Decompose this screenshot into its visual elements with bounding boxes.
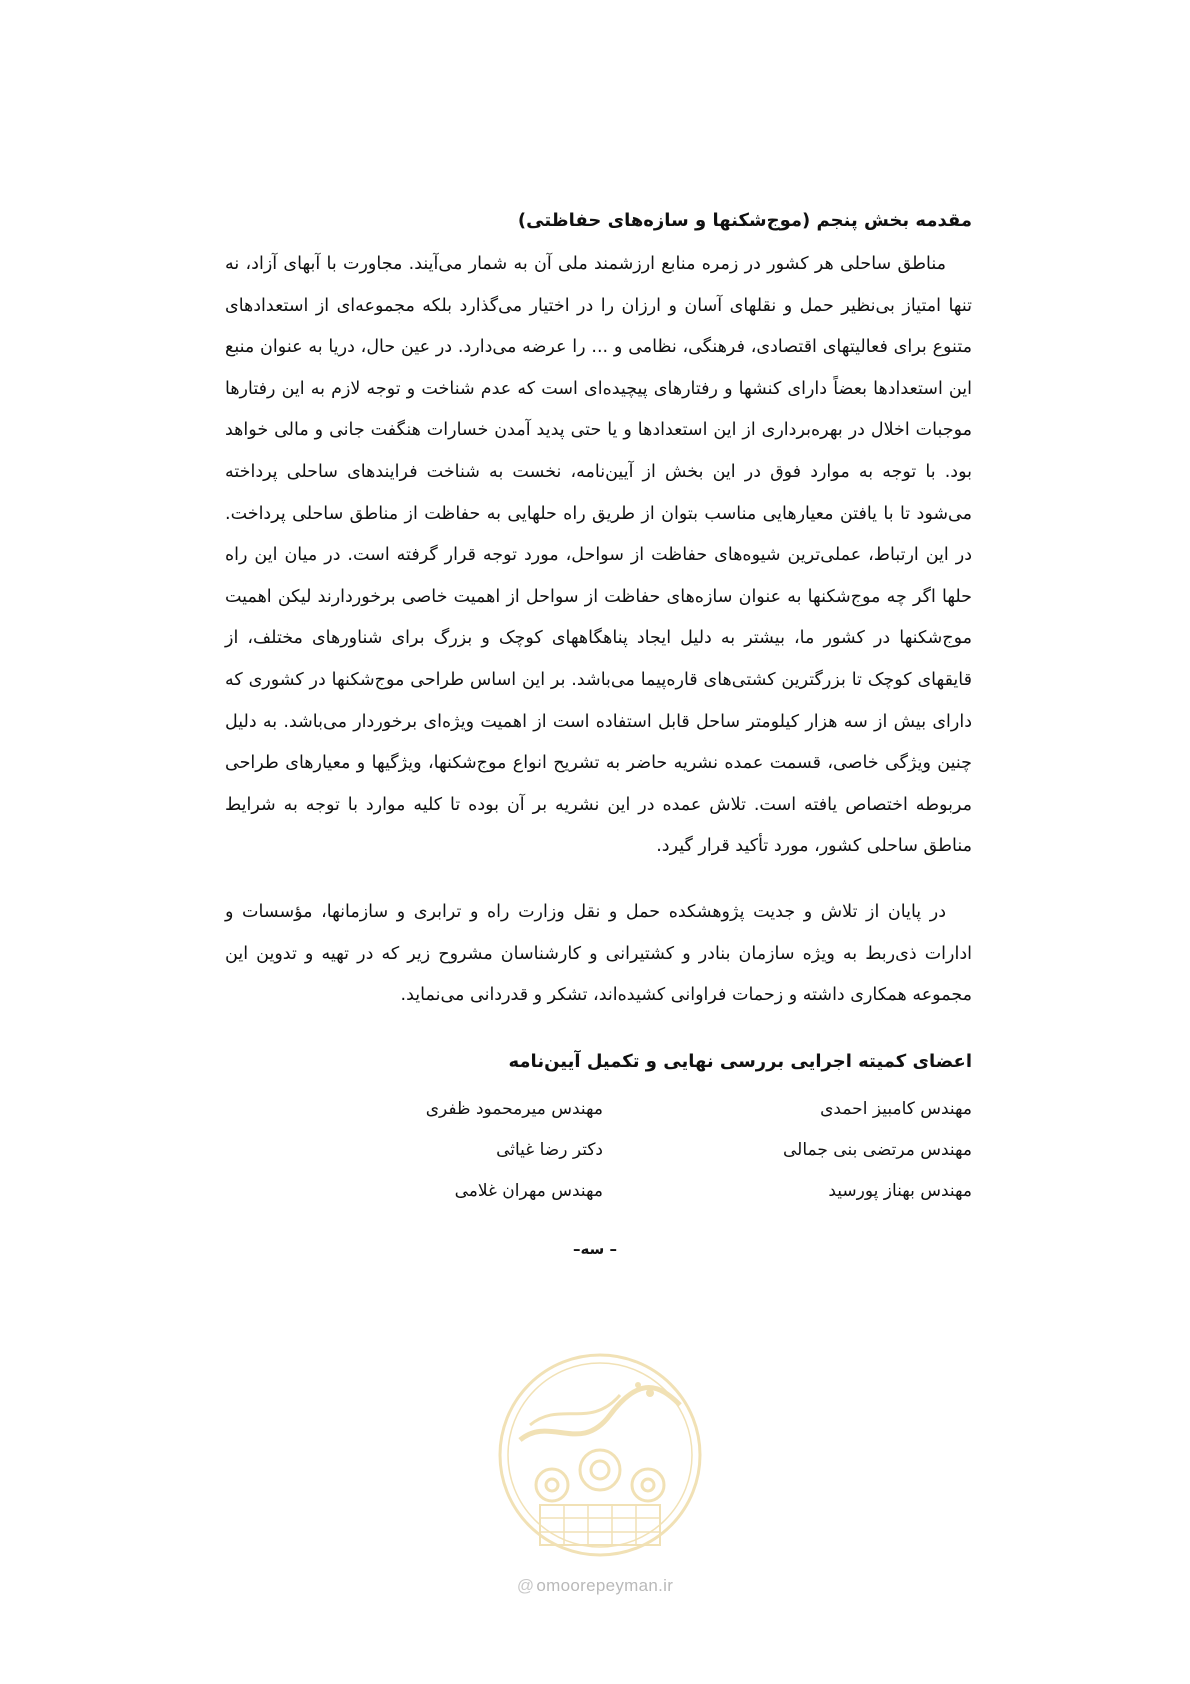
watermark-url-text: omoorepeyman.ir	[536, 1576, 674, 1595]
watermark-url	[0, 1576, 1190, 1596]
member-name: مهندس بهناز پورسید	[828, 1180, 972, 1201]
page-content	[225, 206, 972, 1212]
member-name: مهندس مرتضی بنی جمالی	[783, 1139, 972, 1160]
member-name: مهندس کامبیز احمدی	[820, 1098, 972, 1119]
acknowledgement-paragraph: در پایان از تلاش و جدیت پژوهشکده حمل و نقل وزارت راه و ترابری و سازمانها، مؤسسات و ادارات ذی‌ربط به ویژه سازمان بنادر و کشتیرانی و کارشناسان مشروح زیر که در تهیه و تدوین این مجموعه همکاری داشته و زحمات فراوانی کشیده‌اند، تشکر و قدردانی می‌نماید.	[225, 901, 972, 1006]
committee-members	[225, 1089, 972, 1212]
watermark-logo-icon	[490, 1345, 710, 1565]
member-name: دکتر رضا غیاثی	[496, 1139, 603, 1160]
page-number: – سه–	[572, 1240, 618, 1258]
intro-paragraph: مناطق ساحلی هر کشور در زمره منابع ارزشمند ملی آن به شمار می‌آیند. مجاورت با آبهای آزاد، نه تنها امتیاز بی‌نظیر حمل و نقلهای آسان و ارزان را در اختیار می‌گذارد بلکه مجموعه‌ای از استعدادهای متنوع برای فعالیتهای اقتصادی، فرهنگی، نظامی و ... را عرضه می‌دارد. در عین حال، دریا به عنوان منبع این استعدادها بعضاً دارای کنشها و رفتارهای پیچیده‌ای است که عدم شناخت و توجه لازم به این رفتارها موجبات اخلال در بهره‌برداری از این استعدادها و یا حتی پدید آمدن خسارات هنگفت جانی و مالی خواهد بود. با توجه به موارد فوق در این بخش از آیین‌نامه، نخست به شناخت فرایندهای ساحلی پرداخته می‌شود تا با یافتن معیارهایی مناسب بتوان از طریق راه حلهایی به حفاظت از مناطق ساحلی پرداخت. در این ارتباط، عملی‌ترین شیوه‌های حفاظت از سواحل، مورد توجه قرار گرفته است. در میان این راه حلها اگر چه موج‌شکنها به عنوان سازه‌های حفاظت از سواحل از اهمیت خاصی برخوردارند لیکن اهمیت موج‌شکنها در کشور ما، بیشتر به دلیل ایجاد پناهگاههای کوچک و بزرگ برای شناورهای مختلف، از قایقهای کوچک تا بزرگترین کشتی‌های قاره‌پیما می‌باشد. بر این اساس طراحی موج‌شکنها در کشوری که دارای بیش از سه هزار کیلومتر ساحل قابل استفاده است از اهمیت ویژه‌ای برخوردار می‌باشد. به دلیل چنین ویژگی خاصی، قسمت عمده نشریه حاضر به تشریح انواع موج‌شکنها، ویژگیها و معیارهای طراحی مربوطه اختصاص یافته است. تلاش عمده در این نشریه بر آن بوده تا کلیه موارد با توجه به شرایط مناطق ساحلی کشور، مورد تأکید قرار گیرد.	[225, 254, 972, 857]
member-name: مهندس مهران غلامی	[454, 1180, 603, 1201]
watermark-at-symbol: @	[516, 1576, 535, 1595]
committee-title: اعضای کمیته اجرایی بررسی نهایی و تکمیل آیین‌نامه	[508, 1050, 972, 1072]
member-name: مهندس میرمحمود ظفری	[425, 1098, 603, 1119]
section-title: مقدمه بخش پنجم (موج‌شکنها و سازه‌های حفاظتی)	[517, 210, 972, 231]
